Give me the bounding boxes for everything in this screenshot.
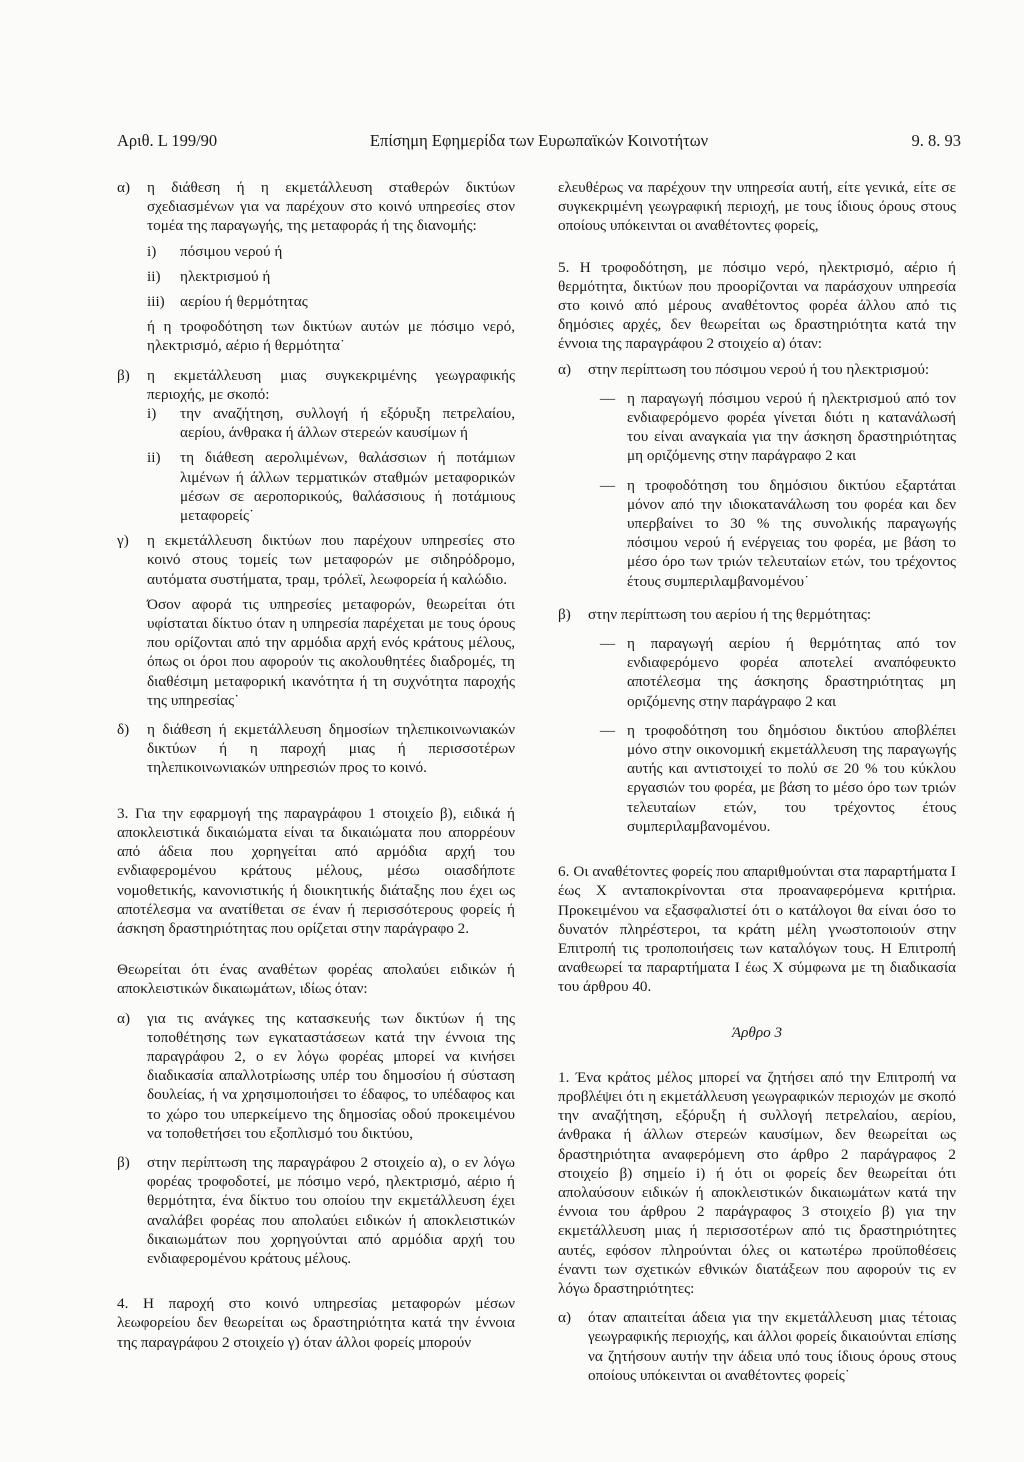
item-text: στην περίπτωση της παραγράφου 2 στοιχείο α), ο εν λόγω φορέας τροφοδοτεί, με πόσιμο νερό, ηλεκτρισμό, αέριο ή θερμότητα, ένα δίκτυο του οποίου την εκμετάλλευση έχει αναλάβει φορέας που απολαύει ειδικών ή αποκλειστικών δικαιωμάτων που χορηγούνται από αρμόδια αρχή του ενδιαφερομένου κράτους μέλους. xyxy=(147,1153,515,1267)
sub-item xyxy=(147,292,515,311)
item-text: η τροφοδότηση του δημόσιου δικτύου εξαρτάται μόνον από την ιδιοκατανάλωση του φορέα και δεν υπερβαίνει το 30 % της συνολικής παραγωγής πόσιμου νερού ή ενέργειας του φορέα, με βάση το μέσο όρο των τριών τελευταίων ετών, του τρέχοντος έτους συμπεριλαμβανομένου˙ xyxy=(627,476,956,590)
journal-title: Επίσημη Εφημερίδα των Ευρωπαϊκών Κοινοτήτων xyxy=(369,131,709,150)
list-item xyxy=(117,178,515,236)
list-item xyxy=(117,366,515,404)
paragraph-considered: Θεωρείται ότι ένας αναθέτων φορέας απολαύει ειδικών ή αποκλειστικών δικαιωμάτων, ιδίως όταν: xyxy=(117,961,515,998)
dash-item xyxy=(588,476,956,591)
sub-item xyxy=(147,448,515,525)
item-text: η εκμετάλλευση μιας συγκεκριμένης γεωγραφικής περιοχής, με σκοπό: xyxy=(147,366,515,403)
list-item xyxy=(558,1308,956,1385)
item-marker: β) xyxy=(117,1153,130,1171)
item-text: στην περίπτωση του πόσιμου νερού ή του ηλεκτρισμού: xyxy=(588,360,930,378)
item-marker: α) xyxy=(117,179,131,196)
continuation-text: ελευθέρως να παρέχουν την υπηρεσία αυτή, είτε γενικά, είτε σε συγκεκριμένη γεωγραφική περιοχή, με τους ίδιους όρους στους οποίους υπόκεινται οι αναθέτοντες φορείς, xyxy=(558,179,956,235)
article-3-paragraph-1: 1. Ένα κράτος μέλος μπορεί να ζητήσει από την Επιτροπή να προβλέψει ότι η εκμετάλλευση γεωγραφικών περιοχών με σκοπό την αναζήτηση, εξόρυξη ή συλλογή πετρελαίου, αερίου, άνθρακα ή άλλων στερεών καυσίμων, δεν θεωρείται ως δραστηριότητα αναφερόμενη στο άρθρο 2 παράγραφος 2 στοιχείο β) σημείο i) ή ότι οι φορείς δεν θεωρείται ότι απολαύσουν ειδικών ή αποκλειστικών δικαιωμάτων κατά την έννοια του άρθρου 2 παράγραφος 3 στοιχείο β) για την εκμετάλλευση μιας ή περισσοτέρων από τις δραστηριότητες αυτές, εφόσον πληρούνται όλες οι κατωτέρω προϋποθέσεις έναντι των σχετικών εθνικών διατάξεων που αφορούν τις εν λόγω δραστηριότητες: xyxy=(558,1068,956,1297)
item-marker: i) xyxy=(147,242,157,260)
paragraph-3: 3. Για την εφαρμογή της παραγράφου 1 στοιχείο β), ειδικά ή αποκλειστικά δικαιώματα είναι τα δικαιώματα που απορρέουν από άδεια που χορηγείται από αρμόδια αρχή του ενδιαφερομένου κράτους μέλους, μέσω οιασδήποτε νομοθετικής, κανονιστικής ή διοικητικής διάταξης που έχει ως αποτέλεσμα να ανατίθεται σε έναν ή περισσότερους φορείς ή άσκηση δραστηριότητας που ορίζεται στην παράγραφο 2. xyxy=(117,804,515,937)
dash-item xyxy=(588,389,956,466)
item-text: την αναζήτηση, συλλογή ή εξόρυξη πετρελαίου, αερίου, άνθρακα ή άλλων στερεών καυσίμων ή xyxy=(180,405,515,442)
sub-item xyxy=(147,242,515,261)
item-marker: δ) xyxy=(117,721,130,739)
item-text: όταν απαιτείται άδεια για την εκμετάλλευση μιας τέτοιας γεωγραφικής περιοχής, και άλλοι φορείς δικαιούνται επίσης να ζητήσουν αυτήν την άδεια υπό τους ίδιους όρους στους οποίους υπόκεινται οι αναθέτοντες φορείς˙ xyxy=(588,1309,956,1384)
item-marker: i) xyxy=(147,405,157,423)
item-tail-text: ή η τροφοδότηση των δικτύων αυτών με πόσιμο νερό, ηλεκτρισμό, αέριο ή θερμότητα˙ xyxy=(147,318,515,355)
page-header xyxy=(117,131,961,155)
item-marker: β) xyxy=(558,605,571,623)
sub-item xyxy=(147,404,515,442)
item-text: η εκμετάλλευση δικτύων που παρέχουν υπηρεσίες στο κοινό στους τομείς των μεταφορών με σιδηρόδρομο, αυτόματα συστήματα, τραμ, τρόλεϊ, λεωφορεία ή καλώδιο. xyxy=(147,532,515,588)
list-item xyxy=(117,1009,515,1143)
left-column xyxy=(117,178,515,1352)
list-item xyxy=(117,1153,515,1268)
paragraph-6: 6. Οι αναθέτοντες φορείς που απαριθμούνται στα παραρτήματα Ι έως Χ ανταποκρίνονται στα προαναφερόμενα κριτήρια. Προκειμένου να εξασφαλιστεί ότι ο κατάλογοι θα είναι όσο το δυνατόν πληρέστεροι, τα κράτη μέλη γνωστοποιούν στην Επιτροπή τις τροποποιήσεις των καταλόγων τους. Η Επιτροπή αναθεωρεί τα παραρτήματα Ι έως Χ σύμφωνα με τη διαδικασία του άρθρου 40. xyxy=(558,863,956,996)
right-column xyxy=(558,178,956,1385)
list-item xyxy=(117,720,515,778)
item-text: η παραγωγή αερίου ή θερμότητας από τον ενδιαφερόμενο φορέα αποτελεί αναπόφευκτο αποτέλεσμα της άσκησης δραστηριότητας μη οριζόμενης στην παράγραφο 2 και xyxy=(627,635,956,710)
item-text: ηλεκτρισμού ή xyxy=(180,267,271,285)
item-text: η τροφοδότηση του δημόσιου δικτύου αποβλέπει μόνο στην οικονομική εκμετάλλευση της παραγωγής αυτής και αντιστοιχεί το πολύ σε 20 % του κύκλου εργασιών του φορέα, με βάση το μέσο όρο των τριών τελευταίων ετών, του τρέχοντος έτους συμπεριλαμβανομένου. xyxy=(627,721,956,835)
paragraph-5: 5. Η τροφοδότηση, με πόσιμο νερό, ηλεκτρισμό, αέριο ή θερμότητα, δικτύων που προορίζονται να παράσχουν υπηρεσία στο κοινό από μέρους αναθέτοντος φορέα άλλου από τις δημόσιες αρχές, δεν θεωρείται ως δραστηριότητα κατά την έννοια της παραγράφου 2 στοιχείο α) όταν: xyxy=(558,258,956,353)
item-marker: ii) xyxy=(147,267,161,285)
sub-item xyxy=(147,267,515,286)
dash-marker: — xyxy=(599,635,616,653)
item-marker: ii) xyxy=(147,449,161,467)
dash-marker: — xyxy=(599,389,616,407)
dash-item xyxy=(588,634,956,711)
item-text: για τις ανάγκες της κατασκευής των δικτύων ή της τοποθέτησης των εγκαταστάσεων κατά την έννοια της παραγράφου 2, ο εν λόγω φορέας μπορεί να κινήσει διαδικασία απαλλοτρίωσης υπέρ του δημοσίου ή σύσταση δουλείας, ή να χρησιμοποιήσει το έδαφος, το υπέδαφος και το χώρο του υπερκείμενο της δημοσίας οδού προκειμένου να τοποθετήσει του εξοπλισμό του δικτύου, xyxy=(147,1009,515,1142)
item-marker: γ) xyxy=(117,532,129,550)
dash-item xyxy=(588,721,956,836)
dash-marker: — xyxy=(599,721,616,739)
item-marker: α) xyxy=(117,1009,131,1027)
article-title: Άρθρο 3 xyxy=(731,1023,783,1041)
item-text: στην περίπτωση του αερίου ή της θερμότητας: xyxy=(588,605,872,623)
issue-date: 9. 8. 93 xyxy=(911,131,961,150)
list-item xyxy=(558,605,956,624)
item-text: αερίου ή θερμότητας xyxy=(180,293,308,311)
list-item xyxy=(117,531,515,589)
issue-number: Αριθ. L 199/90 xyxy=(117,131,218,150)
item-marker: iii) xyxy=(147,293,165,311)
item-marker: α) xyxy=(558,360,572,378)
list-item xyxy=(558,360,956,379)
dash-marker: — xyxy=(599,476,616,494)
item-text: η παραγωγή πόσιμου νερού ή ηλεκτρισμού από τον ενδιαφερόμενο φορέα γίνεται διότι η κατανάλωσή του είναι αναγκαία για την άσκηση δραστηριότητας μη οριζόμενης στην παράγραφο 2 και xyxy=(627,389,956,465)
item-text: τη διάθεση αερολιμένων, θαλάσσιων ή ποτάμιων λιμένων ή άλλων τερματικών σταθμών μεταφορικών μέσων σε αεροπορικούς, θαλάσσιους ή ποτάμιους μεταφορείς˙ xyxy=(180,449,515,525)
item-text: η διάθεση ή εκμετάλλευση δημοσίων τηλεπικοινωνιακών δικτύων ή η παροχή μιας ή περισσοτέρων τηλεπικοινωνιακών υπηρεσιών προς το κοινό. xyxy=(147,721,515,777)
transport-note: Όσον αφορά τις υπηρεσίες μεταφορών, θεωρείται ότι υφίσταται δίκτυο όταν η υπηρεσία παρέχεται με τους όρους που ορίζονται από την αρμόδια αρχή ενός κράτους μέλους, όπως οι όροι που αφορούν τις ακολουθητέες διαδρομές, τη διαθέσιμη μεταφορική ικανότητα ή τη συχνότητα παροχής της υπηρεσίας˙ xyxy=(147,595,515,709)
item-text: η διάθεση ή η εκμετάλλευση σταθερών δικτύων σχεδιασμένων για να παρέχουν στο κοινό υπηρεσίες στον τομέα της παραγωγής, της μεταφοράς ή της διανομής: xyxy=(147,179,515,235)
item-text: πόσιμου νερού ή xyxy=(180,242,283,260)
item-marker: β) xyxy=(117,366,130,384)
paragraph-4: 4. Η παροχή στο κοινό υπηρεσίας μεταφορών μέσων λεωφορείου δεν θεωρείται ως δραστηριότητα κατά την έννοια της παραγράφου 2 στοιχείο γ) όταν άλλοι φορείς μπορούν xyxy=(117,1295,515,1351)
item-marker: α) xyxy=(558,1309,572,1327)
